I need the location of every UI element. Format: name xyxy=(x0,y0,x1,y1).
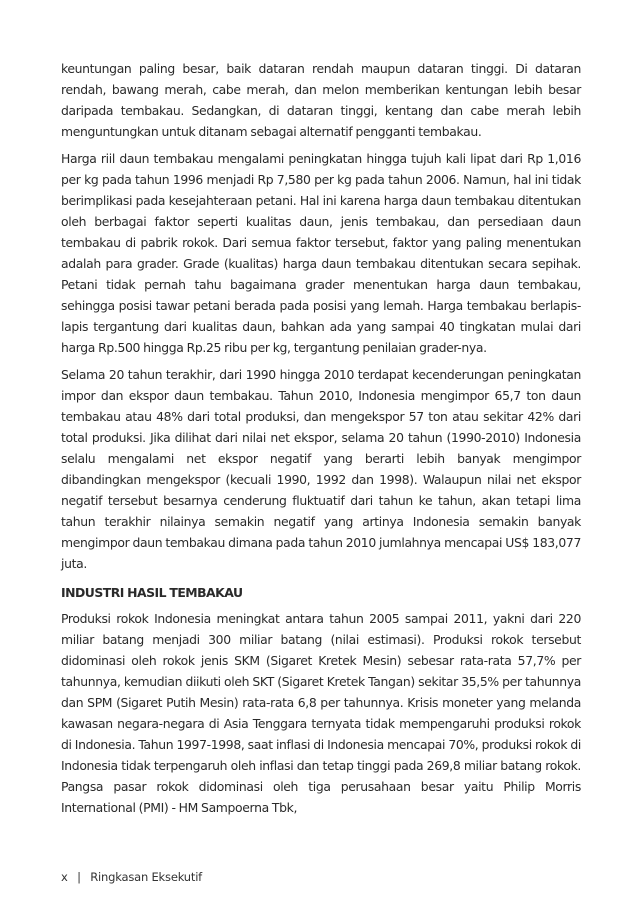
paragraph-tobacco-price: Harga riil daun tembakau mengalami peningkatan hingga tujuh kali lipat dari Rp 1,016 per kg pada tahun 1996 menjadi Rp 7,580 per kg pada tahun 2006. Namun, hal ini tidak berimplikasi pada kesejahteraan petani. Hal ini karena harga daun tembakau ditentukan oleh berbagai faktor seperti kualitas daun, jenis tembakau, dan persediaan daun tembakau di pabrik rokok. Dari semua faktor tersebut, faktor yang paling menentukan adalah para grader. Grade (kualitas) harga daun tembakau ditentukan secara sepihak. Petani tidak pernah tahu bagaimana grader menentukan harga daun tembakau, sehingga posisi tawar petani berada pada posisi yang lemah. Harga tembakau berlapis-lapis tergantung dari kualitas daun, bahkan ada yang sampai 40 tingkatan mulai dari harga Rp.500 hingga Rp.25 ribu per kg, tergantung penilaian grader-nya. xyxy=(61,151,581,355)
page-footer xyxy=(61,870,202,884)
footer-section-title: Ringkasan Eksekutif xyxy=(90,870,203,884)
paragraph-continuation: keuntungan paling besar, baik dataran rendah maupun dataran tinggi. Di dataran rendah, bawang merah, cabe merah, dan melon memberikan kentungan lebih besar daripada tembakau. Sedangkan, di dataran tinggi, kentang dan cabe merah lebih menguntungkan untuk ditanam sebagai alternatif pengganti tembakau. xyxy=(61,61,581,139)
section-heading: INDUSTRI HASIL TEMBAKAU xyxy=(61,585,243,600)
paragraph-import-export: Selama 20 tahun terakhir, dari 1990 hingga 2010 terdapat kecenderungan peningkatan impor dan ekspor daun tembakau. Tahun 2010, Indonesia mengimpor 65,7 ton daun tembakau atau 48% dari total produksi, dan mengekspor 57 ton atau sekitar 42% dari total produksi. Jika dilihat dari nilai net ekspor, selama 20 tahun (1990-2010) Indonesia selalu mengalami net ekspor negatif yang berarti lebih banyak mengimpor dibandingkan mengekspor (kecuali 1990, 1992 dan 1998). Walaupun nilai net ekspor negatif tersebut besarnya cenderung fluktuatif dari tahun ke tahun, akan tetapi lima tahun terakhir nilainya semakin negatif yang artinya Indonesia semakin banyak mengimpor daun tembakau dimana pada tahun 2010 jumlahnya mencapai US$ 183,077 juta. xyxy=(61,367,581,571)
paragraph-cigarette-production: Produksi rokok Indonesia meningkat antara tahun 2005 sampai 2011, yakni dari 220 miliar batang menjadi 300 miliar batang (nilai estimasi). Produksi rokok tersebut didominasi oleh rokok jenis SKM (Sigaret Kretek Mesin) sebesar rata-rata 57,7% per tahunnya, kemudian diikuti oleh SKT (Sigaret Kretek Tangan) sekitar 35,5% per tahunnya dan SPM (Sigaret Putih Mesin) rata-rata 6,8 per tahunnya. Krisis moneter yang melanda kawasan negara-negara di Asia Tenggara ternyata tidak mempengaruhi produksi rokok di Indonesia. Tahun 1997-1998, saat inflasi di Indonesia mencapai 70%, produksi rokok di Indonesia tidak terpengaruh oleh inflasi dan tetap tinggi pada 269,8 miliar batang rokok. Pangsa pasar rokok didominasi oleh tiga perusahaan besar yaitu Philip Morris International (PMI) - HM Sampoerna Tbk, xyxy=(61,611,581,815)
page-number: x xyxy=(61,870,68,884)
footer-separator: | xyxy=(77,870,81,884)
page-content xyxy=(61,58,581,824)
